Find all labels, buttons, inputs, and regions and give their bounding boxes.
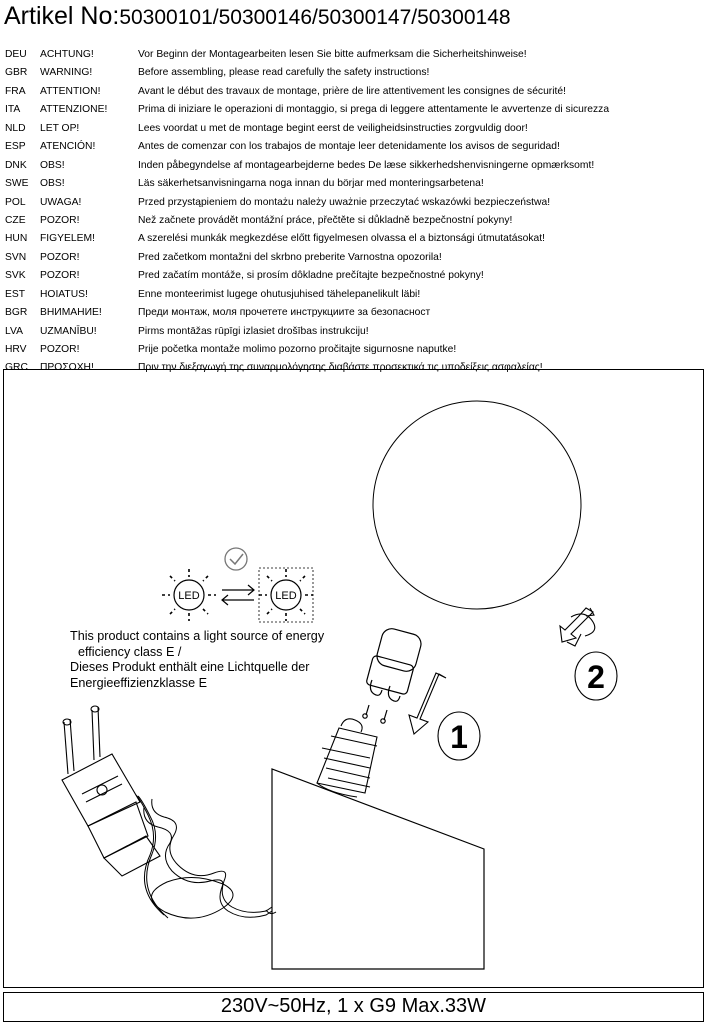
energy-line-1: This product contains a light source of energy (70, 629, 325, 643)
warning-word: LET OP! (40, 122, 80, 134)
warning-word: ATENCIÓN! (40, 141, 96, 153)
warning-row-deu (0, 46, 707, 64)
article-label: Artikel No: (4, 2, 120, 30)
warning-word: WARNING! (40, 67, 93, 79)
page-title (4, 2, 511, 31)
country-code: BGR (5, 307, 28, 319)
lamp-base-icon (272, 769, 484, 969)
article-numbers: 50300101/50300146/50300147/50300148 (119, 6, 511, 29)
warning-text: Pred začetkom montažni del skrbno preberite Varnostna opozorila! (138, 251, 442, 263)
warning-row-dnk (0, 157, 707, 175)
electrical-spec (3, 992, 704, 1022)
warning-row-nld (0, 120, 707, 138)
country-code: ESP (5, 141, 26, 153)
country-code: DNK (5, 159, 27, 171)
led-label-right: LED (275, 590, 297, 602)
swap-arrows-icon (222, 585, 254, 605)
warning-row-lva (0, 323, 707, 341)
country-code: HUN (5, 233, 28, 245)
country-code: SVK (5, 270, 26, 282)
country-code: NLD (5, 122, 26, 134)
warning-text: Преди монтаж, моля прочетете инструкциите за безопасност (138, 307, 431, 319)
country-code: FRA (5, 85, 26, 97)
warning-row-est (0, 286, 707, 304)
g9-bulb-icon (363, 626, 423, 723)
country-code: EST (5, 288, 26, 300)
warning-row-ita (0, 101, 707, 119)
warning-text: A szerelési munkák megkezdése előtt figyelmesen olvassa el a biztonsági útmutatásokat! (138, 233, 545, 245)
step2-number: 2 (587, 659, 605, 695)
energy-line-4: Energieeffizienzklasse E (70, 675, 207, 690)
check-mark-icon (230, 554, 243, 564)
led-label-left: LED (178, 590, 200, 602)
warning-word: OBS! (40, 178, 65, 190)
warning-text: Πριν την διεξαγωγή της συναρμολόγησης διαβάστε προσεκτικά τις υποδείξεις ασφαλείας! (138, 362, 543, 374)
warning-row-svk (0, 267, 707, 285)
warning-row-fra (0, 83, 707, 101)
safety-warnings-list (0, 46, 707, 378)
warning-text: Lees voordat u met de montage begint eerst de veiligheidsinstructies zorgvuldig door! (138, 122, 528, 134)
warning-word: POZOR! (40, 251, 80, 263)
country-code: DEU (5, 49, 27, 60)
warning-word: FIGYELEM! (40, 233, 95, 245)
warning-row-swe (0, 175, 707, 193)
warning-word: ATTENZIONE! (40, 104, 108, 116)
warning-text: Prima di iniziare le operazioni di montaggio, si prega di leggere attentamente le avvertenze di sicurezza (138, 104, 610, 116)
country-code: POL (5, 196, 26, 208)
warning-text: Pirms montāžas rūpīgi izlasiet drošības instrukciju! (138, 325, 369, 337)
country-code: HRV (5, 344, 27, 355)
warning-row-svn (0, 249, 707, 267)
warning-text: Prije početka montaže molimo pozorno pročitajte sigurnosne naputke! (138, 344, 457, 355)
energy-label-text (70, 629, 324, 691)
power-cable-icon (136, 795, 276, 918)
warning-row-gbr (0, 64, 707, 82)
spec-text: 230V~50Hz, 1 x G9 Max.33W (220, 995, 487, 1017)
country-code: SVN (5, 251, 27, 263)
warning-text: Enne monteerimist lugege ohutusjuhised tähelepanelikult läbi! (138, 288, 421, 300)
warning-word: ACHTUNG! (40, 49, 94, 60)
warning-word: ATTENTION! (40, 85, 101, 97)
warning-word: ΠΡΟΣΟΧΗ! (40, 362, 94, 374)
country-code: LVA (5, 325, 23, 337)
warning-row-pol (0, 194, 707, 212)
warning-word: UWAGA! (40, 196, 82, 208)
warning-word: UZMANĪBU! (40, 325, 97, 337)
warning-text: Pred začatím montáže, si prosím dôkladne prečítajte bezpečnostné pokyny! (138, 270, 484, 282)
warning-text: Antes de comenzar con los trabajos de montaje leer detenidamente los avisos de seguridad! (138, 141, 560, 153)
warning-word: POZOR! (40, 214, 80, 226)
check-circle-icon (225, 548, 247, 570)
warning-text: Przed przystąpieniem do montażu należy uważnie przeczytać wskazówki bezpieczeństwa! (138, 196, 551, 208)
warning-text: Before assembling, please read carefully the safety instructions! (138, 67, 430, 79)
country-code: GRC (5, 362, 28, 374)
country-code: ITA (5, 104, 21, 116)
warning-text: Než začnete provádět montážní práce, přečtěte si důkladně bezpečnostní pokyny! (138, 214, 513, 226)
energy-line-2: efficiency class E / (78, 644, 182, 659)
energy-line-3: Dieses Produkt enthält eine Lichtquelle der (70, 660, 310, 675)
warning-text: Inden påbegyndelse af montagearbejderne bedes De læse sikkerhedshenvisningerne opmærksomt! (138, 159, 595, 171)
twist-arrow-icon (560, 608, 595, 646)
country-code: CZE (5, 214, 26, 226)
warning-row-cze (0, 212, 707, 230)
warning-row-hun (0, 230, 707, 248)
warning-row-bgr (0, 304, 707, 322)
warning-text: Vor Beginn der Montagearbeiten lesen Sie bitte aufmerksam die Sicherheitshinweise! (138, 49, 527, 60)
warning-word: POZOR! (40, 270, 80, 282)
warning-word: HOIATUS! (40, 288, 88, 300)
warning-row-esp (0, 138, 707, 156)
assembly-diagram (3, 369, 704, 988)
g9-socket-icon (317, 719, 377, 797)
warning-word: ВНИМАНИЕ! (40, 307, 102, 319)
country-code: GBR (5, 67, 28, 79)
warning-text: Läs säkerhetsanvisningarna noga innan du börjar med monteringsarbetena! (138, 178, 484, 190)
warning-text: Avant le début des travaux de montage, prière de lire attentivement les consignes de sécurité! (138, 85, 566, 97)
warning-word: POZOR! (40, 344, 80, 355)
euro-plug-icon (62, 706, 160, 876)
warning-row-hrv (0, 341, 707, 359)
country-code: SWE (5, 178, 29, 190)
warning-word: OBS! (40, 159, 65, 171)
globe-shade-icon (373, 401, 581, 609)
step1-number: 1 (450, 719, 468, 755)
